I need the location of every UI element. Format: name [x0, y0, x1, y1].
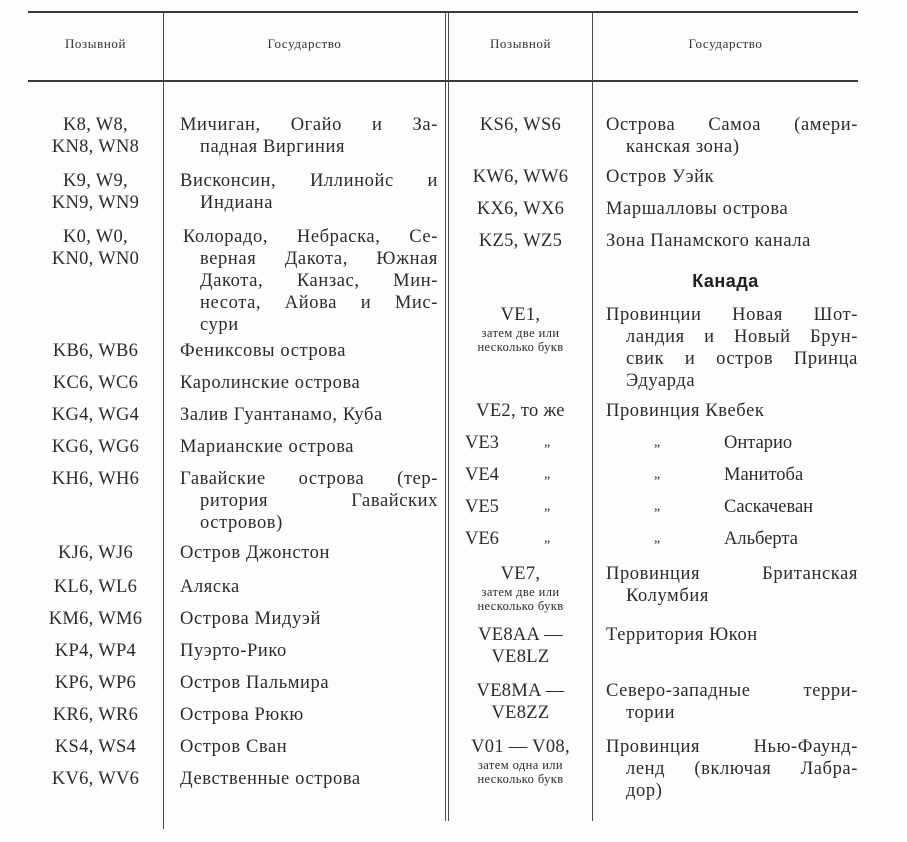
- table-row-callsign: VE5 „: [465, 497, 551, 517]
- table-row-callsign: KS6, WS6: [479, 115, 562, 135]
- table-row-callsign: KX6, WX6: [476, 199, 565, 219]
- table-row-region: Колорадо, Небраска, Се- верная Дакота, Южная Дакота, Канзас, Мин- несота, Айова и Мис- сури: [183, 227, 438, 335]
- table-row-callsign: VE8MA — VE8ZZ: [476, 681, 565, 723]
- table-row-callsign: KP6, WP6: [54, 673, 137, 693]
- table-row-callsign: KR6, WR6: [52, 705, 139, 725]
- header-state: Государство: [267, 36, 342, 51]
- table-row-callsign: V01 — V08, затем одна или несколько букв: [471, 737, 570, 786]
- header-state: Государство: [688, 36, 763, 51]
- table-row-region: Фениксовы острова: [180, 341, 347, 361]
- table-row-region: Висконсин, Иллинойс и Индиана: [180, 171, 438, 213]
- table-row-region: Марианские острова: [180, 437, 355, 457]
- table-row-region: Пуэрто-Рико: [180, 641, 287, 661]
- table-row-region: Мичиган, Огайо и За- падная Виргиния: [180, 115, 438, 157]
- ditto-mark: „: [544, 531, 551, 546]
- table-row-callsign: VE3 „: [465, 433, 551, 453]
- table-row-callsign: KP4, WP4: [54, 641, 137, 661]
- table-row-region: Залив Гуантанамо, Куба: [180, 405, 383, 425]
- table-row-region: Провинция Нью-Фаунд- ленд (включая Лабра- дор): [606, 737, 858, 801]
- table-row-region: Провинция Квебек: [606, 401, 765, 421]
- column-divider-double: [445, 13, 446, 821]
- table-row-callsign: VE4 „: [465, 465, 551, 485]
- table-row-callsign: VE6 „: [465, 529, 551, 549]
- table-row-region: Провинция Британская Колумбия: [606, 564, 858, 606]
- table-row-callsign: VE7, затем две или несколько букв: [477, 564, 564, 613]
- table-row-callsign: KG6, WG6: [51, 437, 140, 457]
- table-row-region: Остров Уэйк: [606, 167, 715, 187]
- table-row-region: Остров Пальмира: [180, 673, 330, 693]
- top-rule: [28, 11, 858, 13]
- table-row-region: „ Альберта: [654, 529, 798, 549]
- table-row-region: Северо-западные терри- тории: [606, 681, 858, 723]
- table-row-region: Маршалловы острова: [606, 199, 789, 219]
- table-row-callsign: KC6, WC6: [52, 373, 139, 393]
- header-callsign: Позывной: [489, 36, 552, 51]
- table-row-callsign: K8, W8, KN8, WN8: [51, 115, 140, 157]
- ditto-mark: „: [654, 499, 661, 514]
- table-row-region: Острова Самоа (амери- канская зона): [606, 115, 858, 157]
- header-rule: [28, 80, 858, 82]
- table-row-callsign: K9, W9, KN9, WN9: [51, 171, 140, 213]
- table-row-region: Зона Панамского канала: [606, 231, 811, 251]
- table-row-region: Аляска: [180, 577, 240, 597]
- ditto-mark: „: [544, 467, 551, 482]
- column-divider: [592, 13, 593, 821]
- ditto-mark: „: [544, 499, 551, 514]
- ditto-mark: „: [654, 531, 661, 546]
- table-row-region: „ Манитоба: [654, 465, 804, 485]
- table-row-region: Девственные острова: [180, 769, 361, 789]
- table-row-region: Острова Рюкю: [180, 705, 304, 725]
- table-row-callsign: KB6, WB6: [52, 341, 139, 361]
- table-row-region: „ Онтарио: [654, 433, 793, 453]
- table-row-region: Гавайские острова (тер- ритория Гавайских островов): [180, 469, 438, 533]
- table-row-callsign: KS4, WS4: [54, 737, 137, 757]
- table-row-callsign: K0, W0, KN0, WN0: [51, 227, 140, 269]
- table-row-region: Остров Сван: [180, 737, 288, 757]
- table-row-region: Острова Мидуэй: [180, 609, 321, 629]
- table-row-callsign: KG4, WG4: [51, 405, 140, 425]
- column-divider: [163, 13, 164, 829]
- table-row-callsign: KM6, WM6: [48, 609, 143, 629]
- table-row-callsign: VE8AA — VE8LZ: [478, 625, 563, 667]
- table-row-region: „ Саскачеван: [654, 497, 814, 517]
- table-row-callsign: KW6, WW6: [472, 167, 569, 187]
- table-row-callsign: VE1, затем две или несколько букв: [477, 305, 564, 354]
- table-row-region: Провинции Новая Шот- ландия и Новый Брун- свик и остров Принца Эдуарда: [606, 305, 858, 391]
- table-row-callsign: VE2, то же: [476, 401, 565, 421]
- ditto-mark: „: [654, 467, 661, 482]
- table-row-callsign: KV6, WV6: [51, 769, 140, 789]
- table-row-callsign: KJ6, WJ6: [57, 543, 134, 563]
- table-row-callsign: KL6, WL6: [53, 577, 138, 597]
- table-row-region: Остров Джонстон: [180, 543, 331, 563]
- header-callsign: Позывной: [64, 36, 127, 51]
- ditto-mark: „: [544, 435, 551, 450]
- table-row-callsign: KZ5, WZ5: [478, 231, 563, 251]
- ditto-mark: „: [654, 435, 661, 450]
- table-row-region: Каролинские острова: [180, 373, 361, 393]
- table-row-callsign: KH6, WH6: [51, 469, 140, 489]
- table-row-region: Территория Юкон: [606, 625, 758, 645]
- section-heading-canada: Канада: [692, 271, 759, 291]
